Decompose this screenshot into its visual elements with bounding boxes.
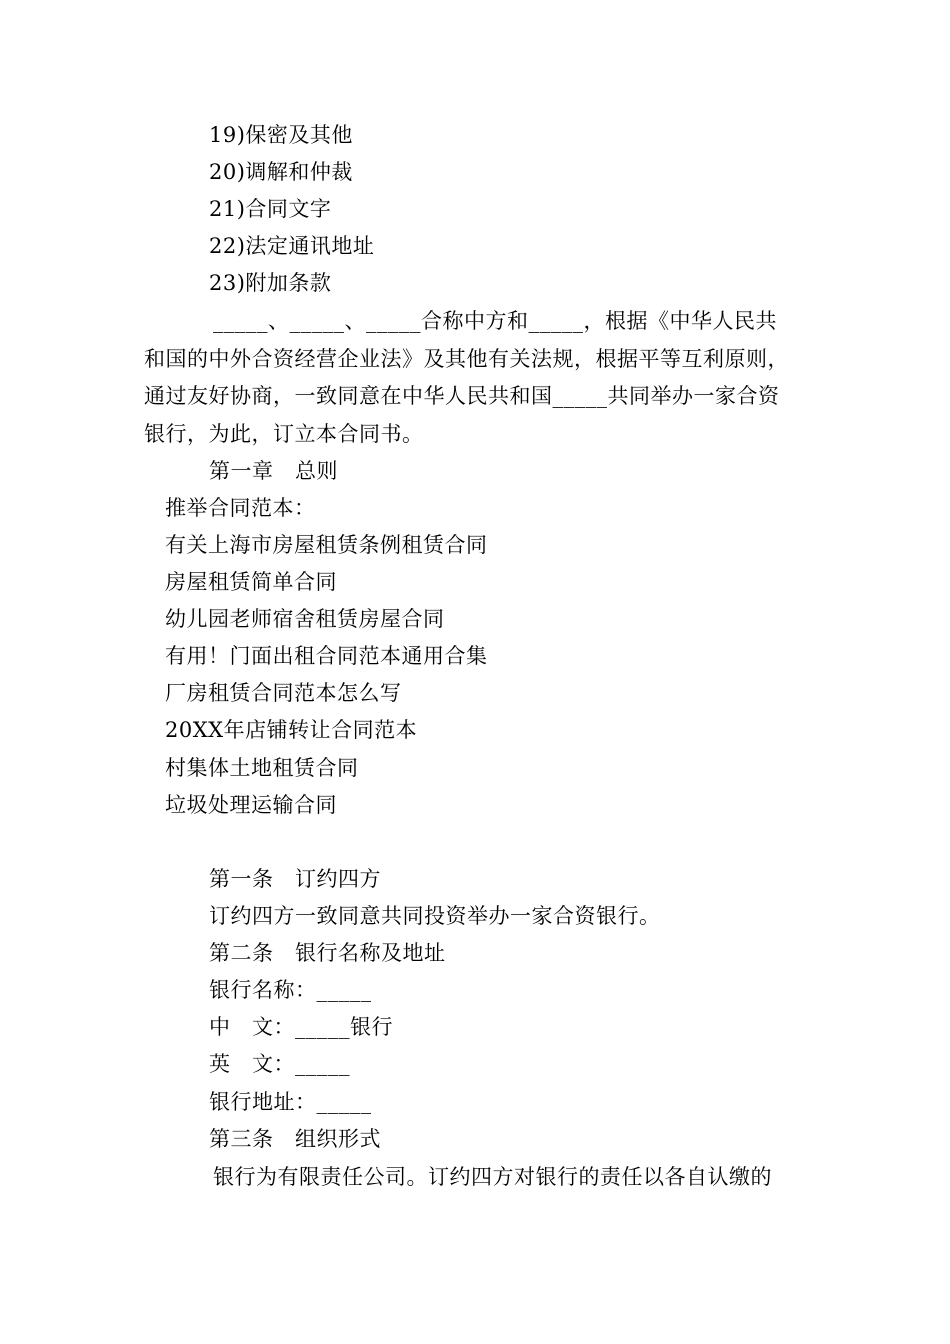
- article-2-title: 第二条 银行名称及地址: [209, 941, 446, 965]
- recommend-link[interactable]: 房屋租赁简单合同: [165, 570, 337, 594]
- recommend-link[interactable]: 有关上海市房屋租赁条例租赁合同: [165, 533, 488, 557]
- chinese-name-line: 中 文：_____银行: [209, 1015, 393, 1039]
- recommend-heading: 推举合同范本：: [165, 496, 316, 520]
- recommend-link[interactable]: 20XX年店铺转让合同范本: [165, 718, 418, 742]
- recommend-link[interactable]: 厂房租赁合同范本怎么写: [165, 681, 402, 705]
- intro-line-3: 通过友好协商，一致同意在中华人民共和国_____共同举办一家合资: [144, 384, 780, 408]
- intro-line-4: 银行，为此，订立本合同书。: [144, 422, 424, 446]
- article-1-title: 第一条 订约四方: [209, 867, 381, 891]
- toc-item-23: 23)附加条款: [209, 271, 332, 295]
- recommend-link[interactable]: 垃圾处理运输合同: [165, 793, 337, 817]
- intro-line-1: _____、_____、_____合称中方和_____，根据《中华人民共: [213, 309, 777, 333]
- bank-name-line: 银行名称：_____: [209, 978, 372, 1002]
- article-3-title: 第三条 组织形式: [209, 1127, 381, 1151]
- recommend-link[interactable]: 幼儿园老师宿舍租赁房屋合同: [165, 607, 445, 631]
- toc-item-20: 20)调解和仲裁: [209, 160, 353, 184]
- toc-item-21: 21)合同文字: [209, 197, 332, 221]
- toc-item-19: 19)保密及其他: [209, 123, 353, 147]
- recommend-link[interactable]: 村集体土地租赁合同: [165, 756, 359, 780]
- chapter-1-heading: 第一章 总则: [209, 459, 338, 483]
- toc-item-22: 22)法定通讯地址: [209, 234, 375, 258]
- article-1-text: 订约四方一致同意共同投资举办一家合资银行。: [209, 904, 661, 928]
- english-name-line: 英 文：_____: [209, 1052, 350, 1076]
- article-3-text: 银行为有限责任公司。订约四方对银行的责任以各自认缴的: [213, 1165, 772, 1189]
- intro-line-2: 和国的中外合资经营企业法》及其他有关法规，根据平等互利原则，: [144, 347, 789, 371]
- recommend-link[interactable]: 有用！门面出租合同范本通用合集: [165, 644, 488, 668]
- bank-address-line: 银行地址：_____: [209, 1090, 372, 1114]
